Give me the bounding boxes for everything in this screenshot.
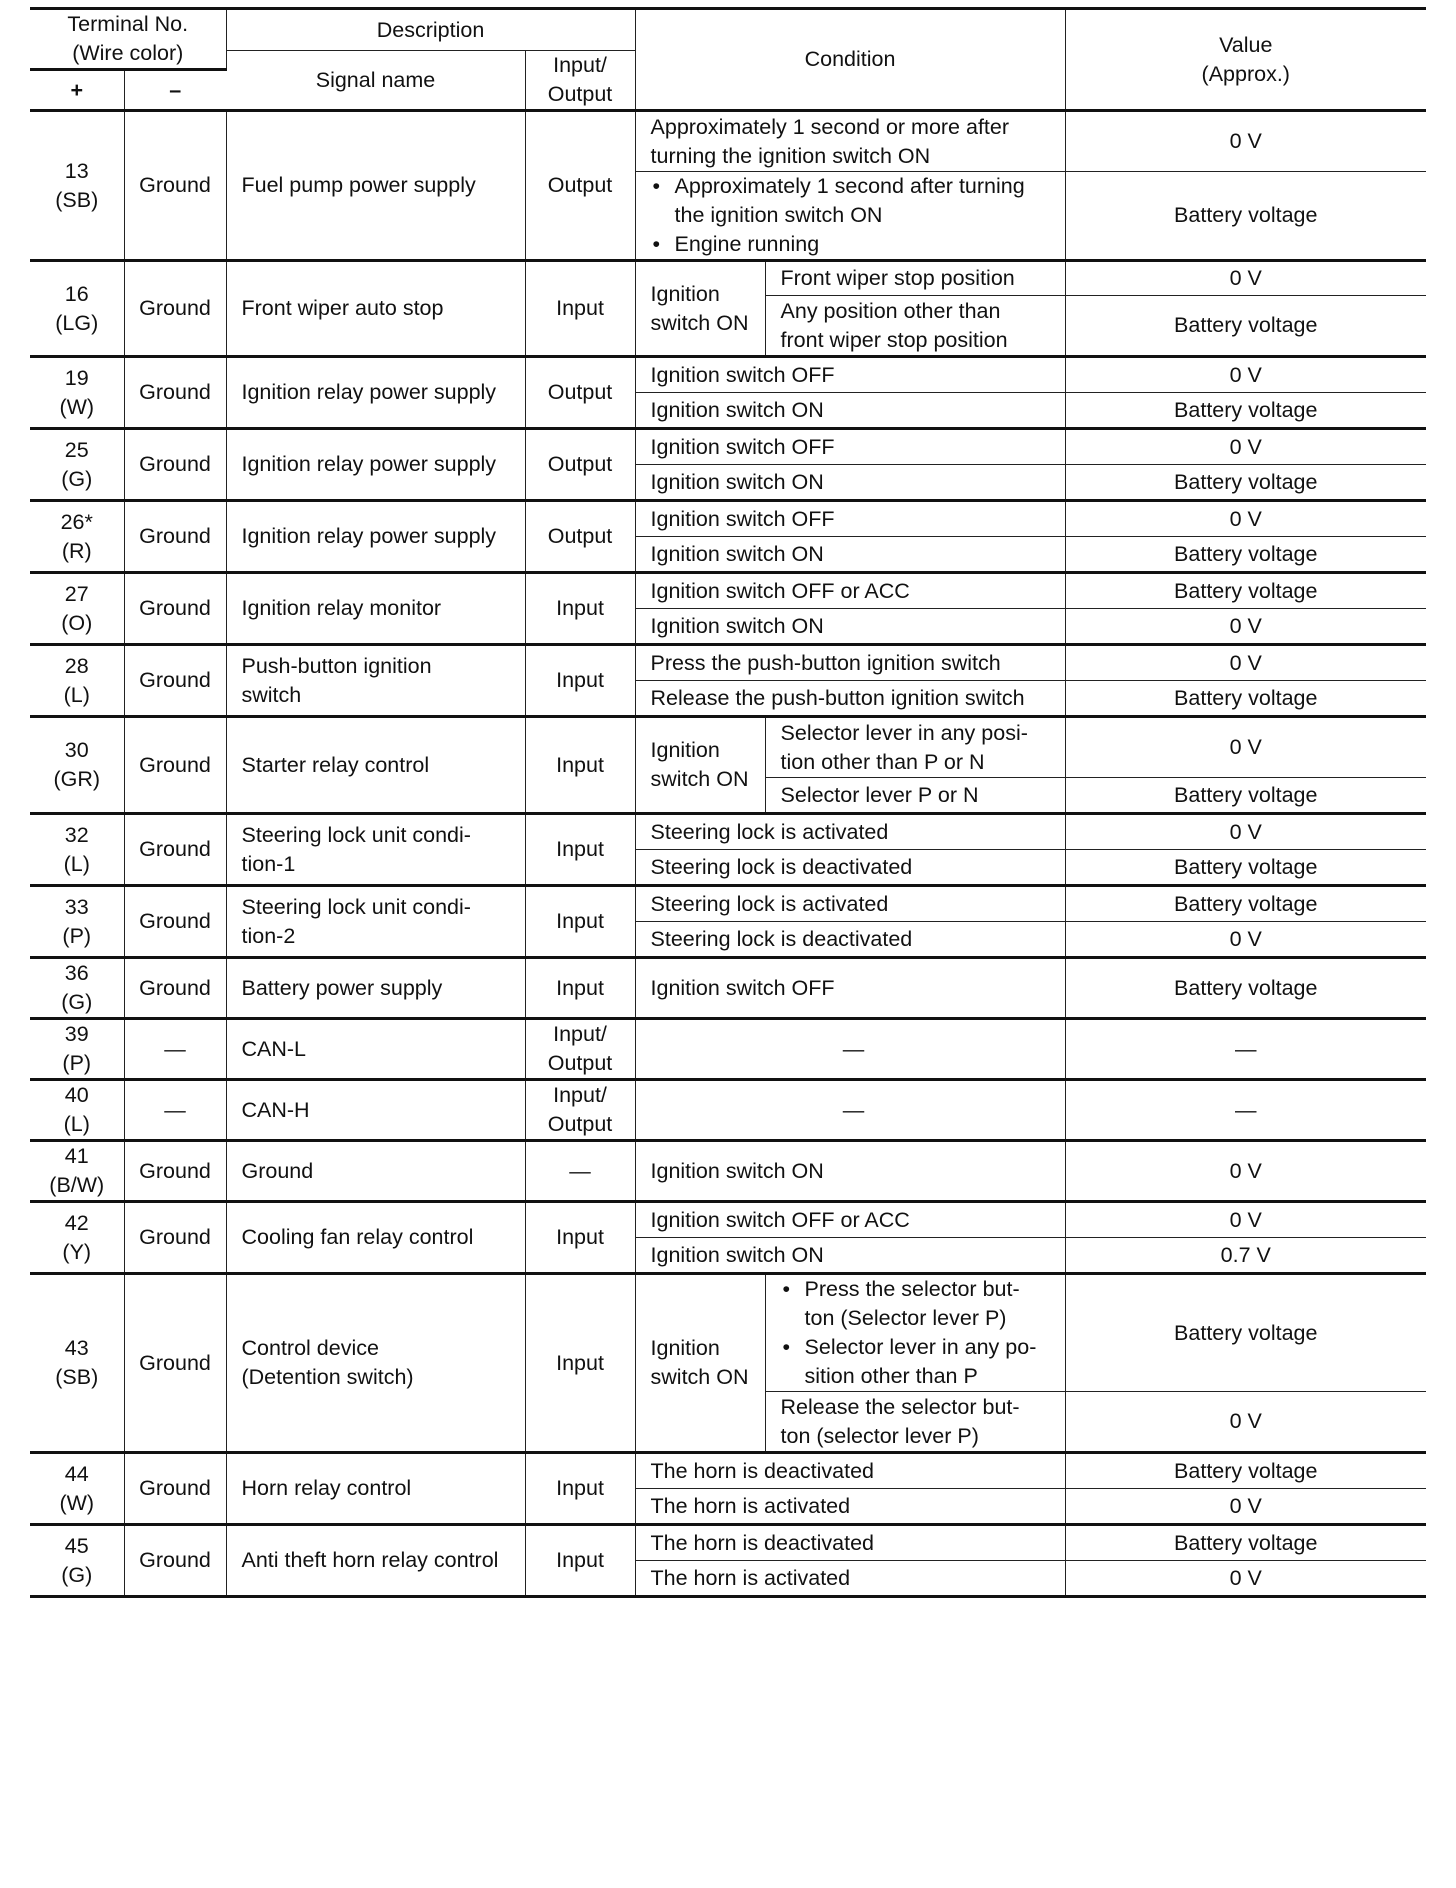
negative-cell: Ground: [124, 717, 226, 814]
value-cell: Battery voltage: [1065, 1274, 1426, 1392]
table-row: [30, 1141, 1426, 1202]
value-cell: Battery voltage: [1065, 537, 1426, 573]
value-cell: 0 V: [1065, 1392, 1426, 1453]
condition-cell: Ignition switch ON: [635, 609, 1065, 645]
signal-cell: Ignition relay power supply: [226, 501, 525, 573]
table-row: [30, 886, 1426, 922]
sub-condition-cell: Selector lever in any posi- tion other than P or N: [765, 717, 1065, 778]
table-row: [30, 501, 1426, 537]
io-cell: Output: [525, 357, 635, 429]
table-row: [30, 111, 1426, 172]
negative-cell: —: [124, 1080, 226, 1141]
signal-cell: Cooling fan relay control: [226, 1202, 525, 1274]
condition-cell: The horn is deactivated: [635, 1525, 1065, 1561]
sub-condition-cell: Any position other than front wiper stop position: [765, 296, 1065, 357]
condition-cell: —: [635, 1019, 1065, 1080]
io-cell: Input: [525, 814, 635, 886]
signal-cell: Anti theft horn relay control: [226, 1525, 525, 1597]
condition-cell: The horn is activated: [635, 1561, 1065, 1597]
value-cell: 0 V: [1065, 922, 1426, 958]
condition-cell: Approximately 1 second or more after turning the ignition switch ON: [635, 111, 1065, 172]
io-cell: Input: [525, 261, 635, 357]
value-cell: Battery voltage: [1065, 886, 1426, 922]
table-row: [30, 814, 1426, 850]
signal-cell: Battery power supply: [226, 958, 525, 1019]
value-cell: —: [1065, 1080, 1426, 1141]
sub-condition-cell: • Press the selector but- ton (Selector lever P) • Selector lever in any po- sition other than P: [765, 1274, 1065, 1392]
condition-cell: Ignition switch OFF: [635, 357, 1065, 393]
table-row: [30, 1453, 1426, 1489]
value-cell: Battery voltage: [1065, 850, 1426, 886]
terminal-cell: 19 (W): [30, 357, 124, 429]
table-header: [30, 9, 1426, 111]
condition-cell: Ignition switch ON: [635, 465, 1065, 501]
terminal-cell: 28 (L): [30, 645, 124, 717]
io-cell: Input: [525, 573, 635, 645]
signal-cell: CAN-L: [226, 1019, 525, 1080]
condition-cell: Release the push-button ignition switch: [635, 681, 1065, 717]
signal-cell: Starter relay control: [226, 717, 525, 814]
table-row: [30, 717, 1426, 778]
negative-cell: Ground: [124, 261, 226, 357]
value-cell: Battery voltage: [1065, 296, 1426, 357]
value-cell: Battery voltage: [1065, 573, 1426, 609]
table-row: [30, 261, 1426, 296]
description-header: Description: [226, 9, 635, 51]
terminal-cell: 45 (G): [30, 1525, 124, 1597]
terminal-cell: 25 (G): [30, 429, 124, 501]
signal-cell: Push-button ignition switch: [226, 645, 525, 717]
condition-group-cell: Ignition switch ON: [635, 261, 765, 357]
value-cell: 0 V: [1065, 645, 1426, 681]
negative-cell: Ground: [124, 501, 226, 573]
value-cell: 0 V: [1065, 429, 1426, 465]
terminal-no-header: Terminal No. (Wire color): [30, 9, 226, 70]
sub-condition-cell: Selector lever P or N: [765, 778, 1065, 814]
value-cell: 0 V: [1065, 1489, 1426, 1525]
value-cell: 0 V: [1065, 814, 1426, 850]
negative-cell: Ground: [124, 814, 226, 886]
signal-cell: Ignition relay power supply: [226, 429, 525, 501]
negative-cell: Ground: [124, 429, 226, 501]
condition-cell: The horn is deactivated: [635, 1453, 1065, 1489]
io-cell: Input: [525, 645, 635, 717]
table-row: [30, 1019, 1426, 1080]
condition-cell: Ignition switch OFF or ACC: [635, 573, 1065, 609]
table-row: [30, 1080, 1426, 1141]
value-cell: 0 V: [1065, 261, 1426, 296]
negative-cell: Ground: [124, 357, 226, 429]
signal-cell: Front wiper auto stop: [226, 261, 525, 357]
io-cell: Input: [525, 886, 635, 958]
value-cell: Battery voltage: [1065, 393, 1426, 429]
terminal-cell: 41 (B/W): [30, 1141, 124, 1202]
signal-cell: CAN-H: [226, 1080, 525, 1141]
value-cell: Battery voltage: [1065, 1453, 1426, 1489]
terminal-cell: 26* (R): [30, 501, 124, 573]
io-cell: Output: [525, 429, 635, 501]
value-cell: Battery voltage: [1065, 681, 1426, 717]
condition-cell: Ignition switch ON: [635, 393, 1065, 429]
io-cell: —: [525, 1141, 635, 1202]
value-cell: 0 V: [1065, 717, 1426, 778]
negative-cell: Ground: [124, 958, 226, 1019]
signal-cell: Ignition relay power supply: [226, 357, 525, 429]
signal-name-header: Signal name: [226, 51, 525, 111]
io-cell: Input: [525, 1274, 635, 1453]
negative-cell: Ground: [124, 1202, 226, 1274]
terminal-cell: 33 (P): [30, 886, 124, 958]
signal-cell: Fuel pump power supply: [226, 111, 525, 261]
terminal-cell: 27 (O): [30, 573, 124, 645]
terminal-cell: 40 (L): [30, 1080, 124, 1141]
value-cell: 0 V: [1065, 1561, 1426, 1597]
condition-cell: Press the push-button ignition switch: [635, 645, 1065, 681]
signal-cell: Horn relay control: [226, 1453, 525, 1525]
terminal-cell: 36 (G): [30, 958, 124, 1019]
negative-cell: Ground: [124, 886, 226, 958]
io-cell: Input/ Output: [525, 1019, 635, 1080]
table-row: [30, 645, 1426, 681]
condition-cell: Steering lock is deactivated: [635, 850, 1065, 886]
value-cell: 0 V: [1065, 357, 1426, 393]
signal-cell: Ground: [226, 1141, 525, 1202]
terminal-table: [30, 7, 1426, 1598]
signal-cell: Ignition relay monitor: [226, 573, 525, 645]
condition-cell: Steering lock is deactivated: [635, 922, 1065, 958]
condition-cell: Ignition switch OFF: [635, 429, 1065, 465]
value-cell: 0 V: [1065, 1202, 1426, 1238]
value-cell: 0.7 V: [1065, 1238, 1426, 1274]
value-cell: 0 V: [1065, 501, 1426, 537]
value-header: Value (Approx.): [1065, 9, 1426, 111]
negative-cell: Ground: [124, 573, 226, 645]
negative-cell: Ground: [124, 1274, 226, 1453]
negative-cell: Ground: [124, 1453, 226, 1525]
condition-cell: Steering lock is activated: [635, 886, 1065, 922]
terminal-cell: 39 (P): [30, 1019, 124, 1080]
condition-cell: The horn is activated: [635, 1489, 1065, 1525]
table-row: [30, 429, 1426, 465]
terminal-cell: 43 (SB): [30, 1274, 124, 1453]
value-cell: Battery voltage: [1065, 465, 1426, 501]
sub-condition-cell: Front wiper stop position: [765, 261, 1065, 296]
negative-cell: Ground: [124, 1141, 226, 1202]
negative-cell: Ground: [124, 1525, 226, 1597]
terminal-cell: 42 (Y): [30, 1202, 124, 1274]
table-row: [30, 1202, 1426, 1238]
value-cell: —: [1065, 1019, 1426, 1080]
table-row: [30, 958, 1426, 1019]
condition-cell: —: [635, 1080, 1065, 1141]
condition-group-cell: Ignition switch ON: [635, 717, 765, 814]
terminal-cell: 13 (SB): [30, 111, 124, 261]
condition-cell: Steering lock is activated: [635, 814, 1065, 850]
value-cell: 0 V: [1065, 609, 1426, 645]
value-cell: Battery voltage: [1065, 1525, 1426, 1561]
condition-cell: Ignition switch ON: [635, 537, 1065, 573]
value-cell: 0 V: [1065, 111, 1426, 172]
io-cell: Input/ Output: [525, 1080, 635, 1141]
table-row: [30, 1274, 1426, 1392]
condition-header: Condition: [635, 9, 1065, 111]
io-cell: Input: [525, 1525, 635, 1597]
io-header: Input/ Output: [525, 51, 635, 111]
table-row: [30, 573, 1426, 609]
terminal-cell: 44 (W): [30, 1453, 124, 1525]
negative-cell: —: [124, 1019, 226, 1080]
sub-condition-cell: Release the selector but- ton (selector lever P): [765, 1392, 1065, 1453]
value-cell: Battery voltage: [1065, 958, 1426, 1019]
value-cell: 0 V: [1065, 1141, 1426, 1202]
io-cell: Input: [525, 958, 635, 1019]
table-row: [30, 1525, 1426, 1561]
value-cell: Battery voltage: [1065, 172, 1426, 261]
condition-cell: Ignition switch ON: [635, 1141, 1065, 1202]
negative-cell: Ground: [124, 111, 226, 261]
condition-cell: Ignition switch OFF or ACC: [635, 1202, 1065, 1238]
condition-cell: Ignition switch OFF: [635, 958, 1065, 1019]
condition-cell: • Approximately 1 second after turning the ignition switch ON • Engine running: [635, 172, 1065, 261]
minus-header: –: [124, 70, 226, 111]
condition-group-cell: Ignition switch ON: [635, 1274, 765, 1453]
value-cell: Battery voltage: [1065, 778, 1426, 814]
condition-cell: Ignition switch ON: [635, 1238, 1065, 1274]
io-cell: Output: [525, 111, 635, 261]
plus-header: +: [30, 70, 124, 111]
io-cell: Input: [525, 1453, 635, 1525]
io-cell: Input: [525, 1202, 635, 1274]
signal-cell: Steering lock unit condi- tion-2: [226, 886, 525, 958]
io-cell: Input: [525, 717, 635, 814]
signal-cell: Control device (Detention switch): [226, 1274, 525, 1453]
terminal-cell: 32 (L): [30, 814, 124, 886]
io-cell: Output: [525, 501, 635, 573]
terminal-cell: 30 (GR): [30, 717, 124, 814]
terminal-cell: 16 (LG): [30, 261, 124, 357]
condition-cell: Ignition switch OFF: [635, 501, 1065, 537]
signal-cell: Steering lock unit condi- tion-1: [226, 814, 525, 886]
negative-cell: Ground: [124, 645, 226, 717]
table-row: [30, 357, 1426, 393]
